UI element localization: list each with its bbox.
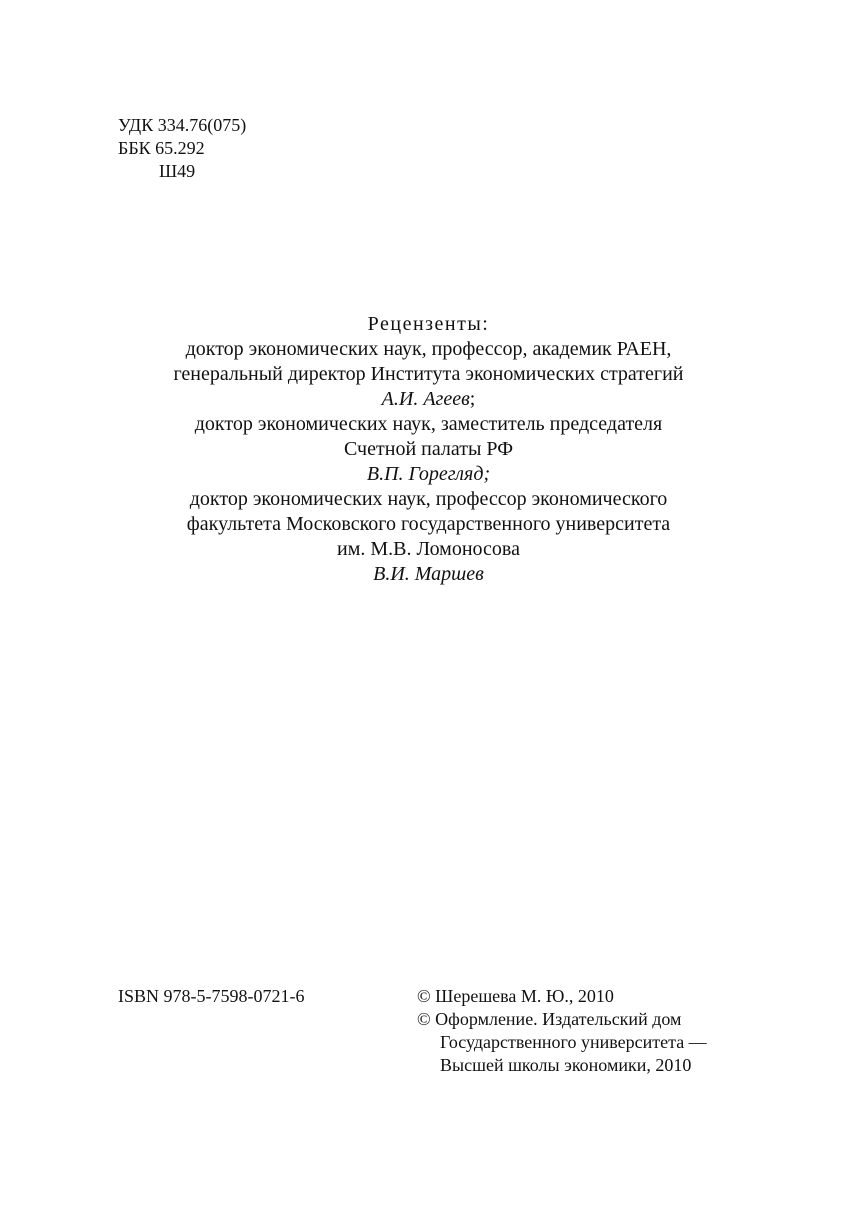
- reviewer-3-title-line-3: им. М.В. Ломоносова: [337, 538, 520, 560]
- reviewer-1-title-line-1: доктор экономических наук, профессор, академик РАЕН,: [185, 338, 672, 360]
- reviewer-2-title-line-1: доктор экономических наук, заместитель председателя: [194, 413, 663, 435]
- copyright-design: © Оформление. Издательский дом: [417, 1009, 682, 1029]
- isbn-number: ISBN 978-5-7598-0721-6: [118, 986, 305, 1006]
- copyright-publisher-line-2: Высшей школы экономики, 2010: [440, 1055, 692, 1075]
- reviewer-3-name: В.И. Маршев: [373, 563, 484, 585]
- copyright-author: © Шерешева М. Ю., 2010: [417, 986, 614, 1006]
- reviewer-1-name-line: [0, 387, 857, 412]
- reviewer-3-title-line-2: факультета Московского государственного университета: [186, 513, 671, 535]
- copyright-block: [417, 985, 707, 1077]
- udk-code: УДК 334.76(075): [118, 115, 247, 135]
- reviewer-1-title-line-2: генеральный директор Института экономических стратегий: [173, 363, 684, 385]
- author-mark: Ш49: [159, 161, 196, 181]
- reviewers-heading: Рецензенты:: [367, 313, 490, 335]
- reviewer-1-punctuation: ;: [469, 388, 476, 410]
- reviewer-2-name: В.П. Горегляд;: [366, 463, 491, 485]
- reviewers-block: [0, 312, 857, 587]
- reviewer-1-name: А.И. Агеев: [381, 388, 470, 410]
- reviewer-2-title-line-2: Счетной палаты РФ: [343, 438, 513, 460]
- reviewer-3-title-line-1: доктор экономических наук, профессор экономического: [189, 488, 668, 510]
- copyright-publisher-line-1: Государственного университета —: [440, 1032, 707, 1052]
- bbk-code: ББК 65.292: [118, 138, 205, 158]
- classification-block: [118, 114, 246, 183]
